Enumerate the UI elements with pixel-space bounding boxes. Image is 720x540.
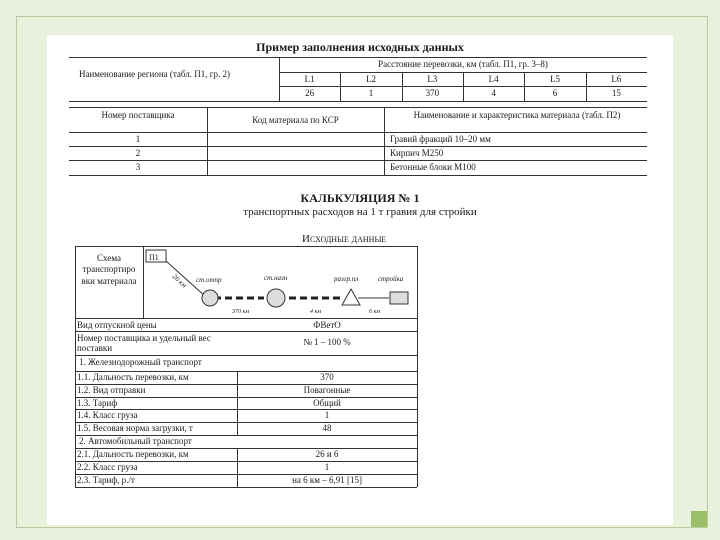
distance-col-value: 15 — [611, 88, 621, 98]
unloading-site-icon — [342, 289, 360, 305]
price-value: ФВетО — [313, 320, 341, 330]
auto-row-label: 2.1. Дальность перевозки, км — [77, 449, 189, 459]
rail-row-label: 1.5. Весовая норма загрузки, т — [77, 423, 193, 434]
stroyka-label: стройка — [378, 275, 404, 283]
rail-header: 1. Железнодорожный транспорт — [79, 357, 202, 367]
rail-row-value: 1 — [324, 410, 330, 421]
rail-row-label: 1.4. Класс груза — [77, 410, 138, 421]
page-title: Пример заполнения исходных данных — [256, 40, 464, 54]
rail-row-label: 1.1. Дальность перевозки, км — [77, 372, 189, 382]
table1-bottom-border — [69, 101, 647, 102]
distance-col-header: L4 — [488, 74, 499, 84]
distance-header: Расстояние перевозки, км (табл. П1, гр. 3–8) — [378, 59, 548, 69]
rail-row-label: 1.3. Тариф — [77, 397, 118, 408]
calc-subtitle: транспортных расходов на 1 т гравия для стройки — [243, 206, 477, 218]
distance-col-header: L3 — [427, 74, 438, 84]
corner-accent — [691, 511, 707, 527]
km4-label: 4 км — [310, 309, 322, 315]
material-name-header: Наименование и характеристика материала (табл. П2) — [413, 110, 621, 120]
row3-name: Бетонные блоки М100 — [390, 162, 476, 172]
station-destination-icon — [267, 289, 285, 307]
price-label: Вид отпускной цены — [77, 320, 157, 330]
rail-row-label: 1.2. Вид отправки — [77, 384, 146, 395]
distance-col-value: 26 — [305, 88, 315, 98]
table3-border-2 — [75, 331, 417, 332]
table3-border-1 — [75, 318, 417, 319]
calc-title: КАЛЬКУЛЯЦИЯ № 1 — [300, 191, 420, 205]
transport-scheme-diagram — [144, 247, 416, 317]
row3-num: 3 — [135, 162, 141, 172]
st-otpr-label: ст.отпр — [196, 276, 222, 284]
km370-label: 370 км — [232, 309, 250, 315]
table3-bottom-border — [75, 487, 417, 488]
distance-col-header: L2 — [365, 74, 376, 84]
razgr-pl-label: разгр.пл — [334, 275, 359, 283]
auto-header: 2. Автомобильный транспорт — [79, 436, 192, 446]
supplier-label: Номер поставщика и удельный вес поставки — [77, 333, 211, 354]
region-header: Наименование региона (табл. П1, гр. 2) — [79, 69, 230, 79]
construction-site-icon — [390, 292, 408, 304]
auto-row-value: 26 и 6 — [315, 449, 339, 459]
auto-row-label: 2.3. Тариф, р./т — [77, 475, 135, 485]
km6-label: 6 км — [369, 309, 381, 315]
rail-row-value: Общий — [313, 397, 341, 408]
p1-label: П1 — [149, 253, 159, 262]
distance-col-header: L6 — [611, 74, 622, 84]
table2-row-border-2 — [69, 160, 647, 161]
table2-row-border-1 — [69, 146, 647, 147]
row2-name: Кирпич М250 — [390, 148, 444, 158]
st-nazn-label: ст.назн — [264, 274, 288, 282]
table1-row-border — [279, 86, 647, 87]
supplier-value: № 1 – 100 % — [303, 337, 351, 347]
supplier-number-header: Номер поставщика — [101, 110, 175, 120]
auto-row-label: 2.2. Класс груза — [77, 462, 138, 472]
rail-row-value: Повагонные — [303, 384, 351, 395]
table2-header-border — [69, 132, 647, 133]
row1-name: Гравий фракций 10–20 мм — [390, 134, 491, 144]
material-code-header: Код материала по КСР — [252, 115, 339, 125]
table3-border-3 — [75, 355, 417, 356]
scheme-label: Схема транспортиро вки материала — [81, 253, 137, 286]
table2-bottom-border — [69, 175, 647, 176]
station-departure-icon — [202, 290, 218, 306]
distance-col-value: 1 — [368, 88, 374, 98]
table2-divider-2 — [384, 107, 385, 175]
table3-right-border — [417, 246, 418, 487]
km26-label: 26 км — [170, 272, 189, 290]
distance-col-value: 4 — [491, 88, 496, 98]
distance-col-value: 6 — [552, 88, 558, 98]
rail-row-value: 370 — [320, 372, 334, 382]
table1-top-border — [69, 57, 647, 58]
distance-col-value: 370 — [425, 88, 440, 98]
auto-row-value: на 6 км – 6,91 [15] — [292, 475, 362, 485]
table2-top-border — [69, 107, 647, 108]
rail-row-border — [75, 397, 417, 398]
auto-row-value: 1 — [324, 462, 330, 472]
distance-col-header: L1 — [304, 74, 315, 84]
row1-num: 1 — [135, 134, 141, 144]
section-title: Исходные данные — [302, 233, 387, 245]
rail-row-value: 48 — [322, 423, 332, 434]
row2-num: 2 — [135, 148, 141, 158]
distance-col-header: L5 — [549, 74, 560, 84]
document-page — [47, 35, 673, 525]
